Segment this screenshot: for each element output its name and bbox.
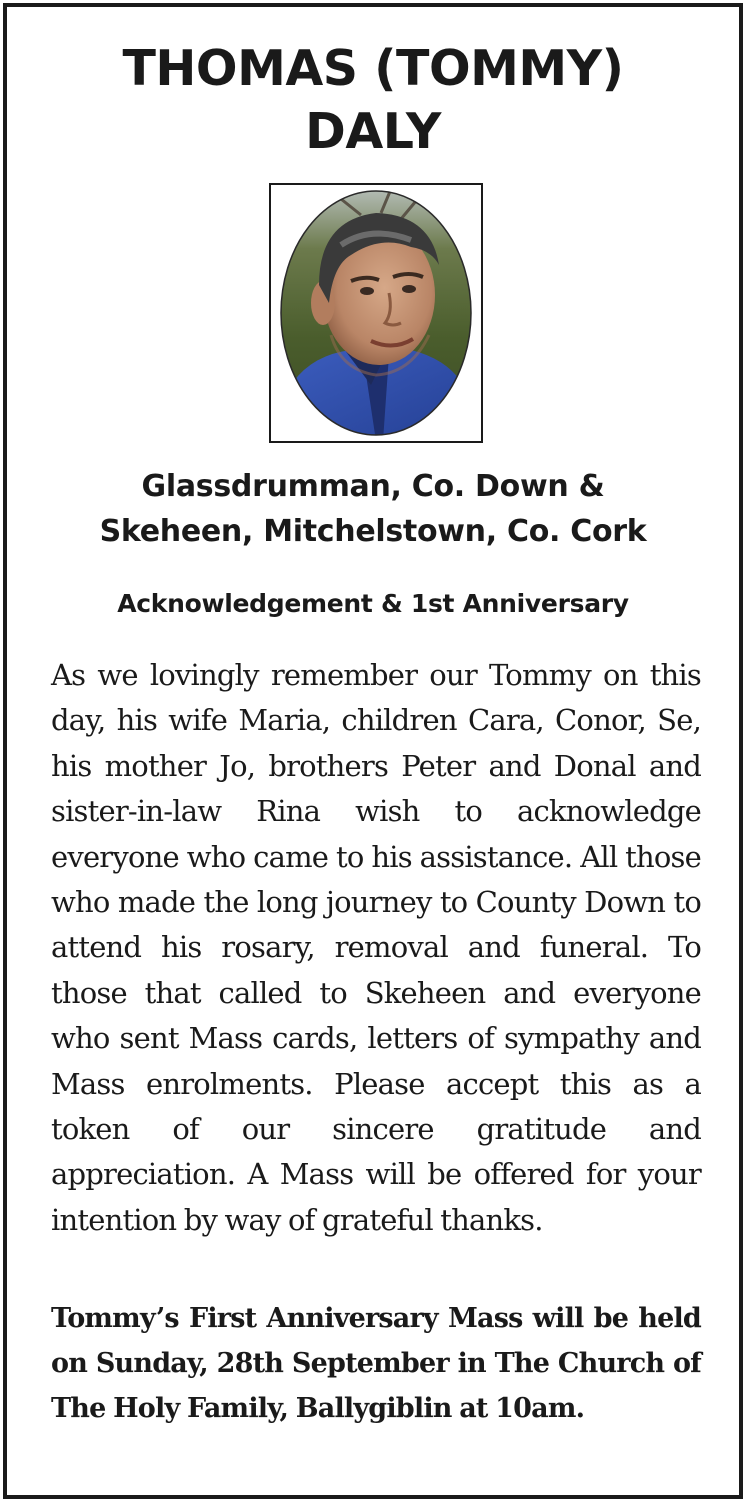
name-line-1: THOMAS (TOMMY)	[122, 40, 624, 97]
name-line-2: DALY	[305, 103, 441, 160]
notice-subtitle: Acknowledgement & 1st Anniversary	[117, 589, 629, 618]
location-line-2: Skeheen, Mitchelstown, Co. Cork	[99, 514, 647, 549]
notice-border	[3, 3, 743, 1499]
anniversary-mass-notice: Tommy’s First Anniversary Mass will be held on Sunday, 28th September in The Church of The Holy Family, Ballygiblin at 10am.	[51, 1303, 701, 1424]
portrait-photo	[269, 183, 483, 443]
location	[7, 464, 739, 554]
acknowledgement-text: As we lovingly remember our Tommy on this day, his wife Maria, children Cara, Conor, Se, his mother Jo, brothers Peter and Donal and sister-in-law Rina wish to acknowledge everyone who came to his assistance. All those who made the long journey to County Down to attend his rosary, removal and funeral. To those that called to Skeheen and everyone who sent Mass cards, letters of sympathy and Mass enrolments. Please accept this as a token of our sincere gratitude and appreciation. A Mass will be offered for your intention by way of grateful thanks.	[51, 658, 701, 1237]
location-line-1: Glassdrumman, Co. Down &	[141, 469, 605, 504]
deceased-name	[7, 37, 739, 163]
portrait-image	[271, 185, 481, 441]
